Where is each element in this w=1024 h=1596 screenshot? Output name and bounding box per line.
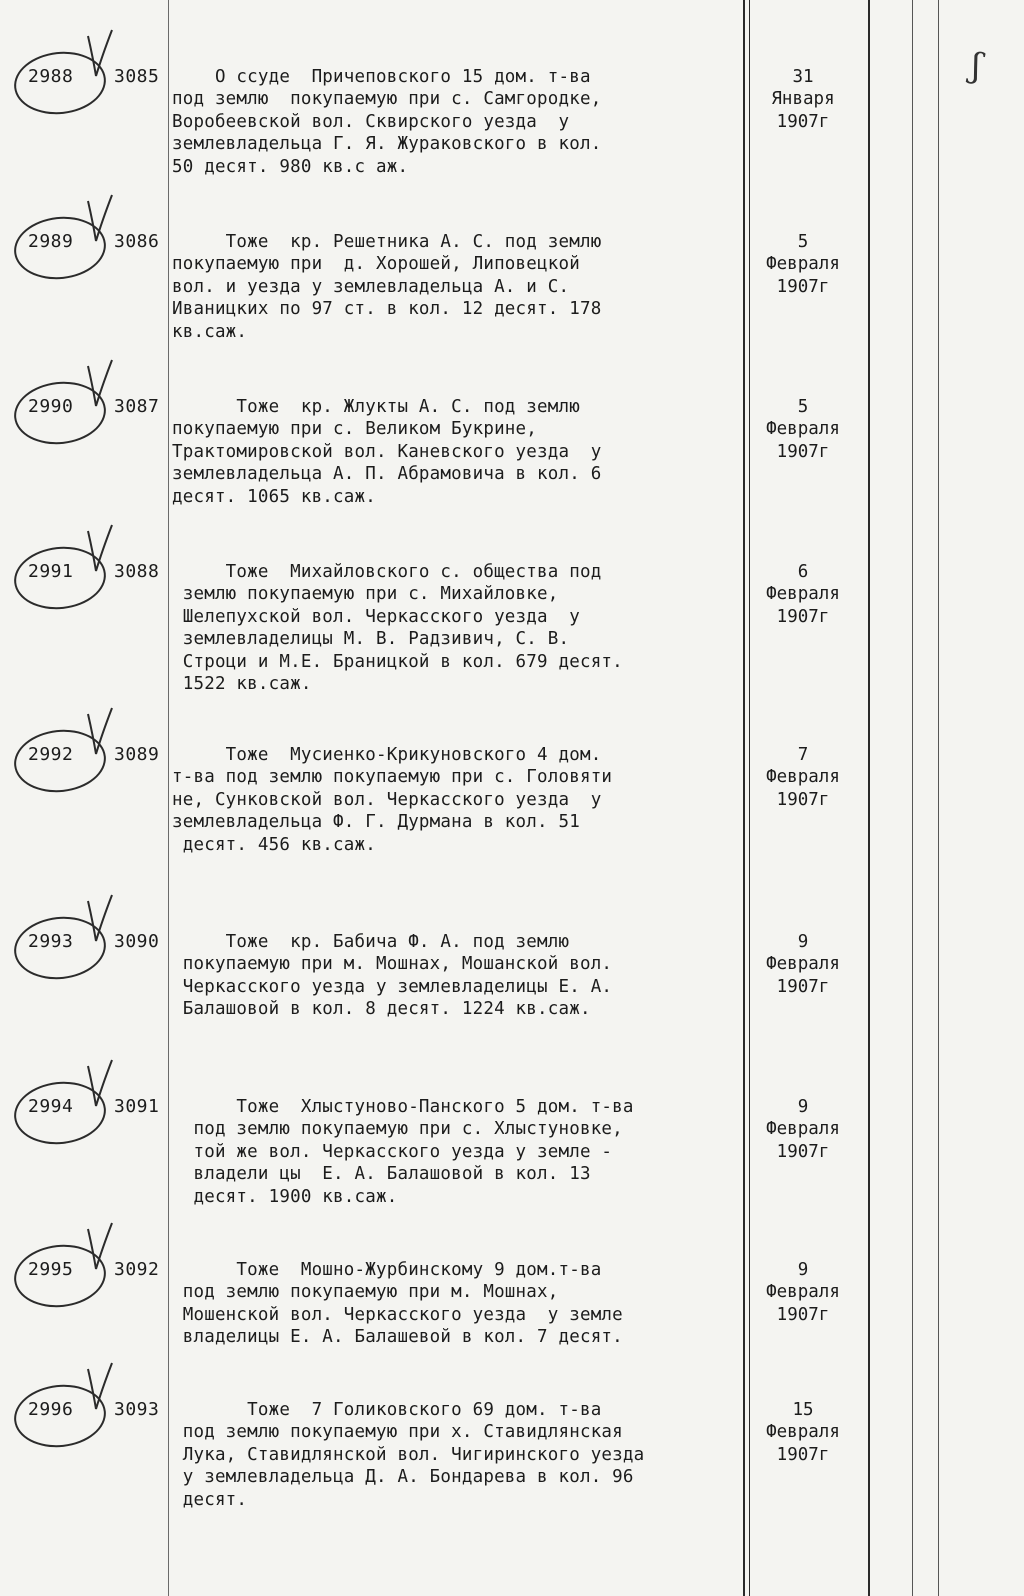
entry-date <box>748 1096 858 1163</box>
ledger-entry <box>0 1259 900 1419</box>
date-day: 9 <box>797 932 809 952</box>
entry-text: Тоже Мусиенко-Крикуновского 4 дом. т-ва под землю покупаемую при с. Головяти не, Сунковской вол. Черкасского уезда у землевладельца Ф. Г. Дурмана в кол. 51 десят. 456 кв.саж. <box>172 745 613 855</box>
date-year: 1907г <box>776 276 830 297</box>
ledger-entry <box>0 66 900 226</box>
date-month: Февраля <box>766 419 840 440</box>
date-month: Февраля <box>766 1119 840 1140</box>
date-month: Февраля <box>766 1422 840 1443</box>
handwritten-check-icon <box>84 893 114 945</box>
case-number: 3092 <box>114 1259 160 1280</box>
entry-text: О ссуде Причеповского 15 дом. т-ва под землю покупаемую при с. Самгородке, Воробеевской вол. Сквирского уезда у землевладельца Г. Я. Жураковского в кол. 50 десят. 980 кв.с аж. <box>172 67 602 177</box>
handwritten-check-icon <box>84 1221 114 1273</box>
date-year: 1907г <box>776 1141 830 1162</box>
date-year: 1907г <box>776 111 830 132</box>
handwritten-check-icon <box>84 1361 114 1413</box>
case-number: 3085 <box>114 66 160 87</box>
date-month: Февраля <box>766 584 840 605</box>
date-day: 5 <box>797 232 809 252</box>
entry-text: Тоже Хлыстуново-Панского 5 дом. т-ва под землю покупаемую при с. Хлыстуновке, той же вол. Черкасского уезда у земле - владели цы Е. А. Балашовой в кол. 13 десят. 1900 кв.саж. <box>193 1097 634 1207</box>
date-day: 15 <box>792 1400 814 1420</box>
handwritten-check-icon <box>84 28 114 80</box>
entry-date <box>748 561 858 628</box>
handwritten-check-icon <box>84 523 114 575</box>
date-day: 6 <box>797 562 809 582</box>
inventory-number: 2988 <box>28 66 74 87</box>
margin-rule-1 <box>912 0 913 1596</box>
entry-date <box>748 231 858 298</box>
date-month: Января <box>771 89 835 110</box>
ledger-entry <box>0 1096 900 1256</box>
date-day: 31 <box>792 67 814 87</box>
entry-date <box>748 1259 858 1326</box>
ledger-entry <box>0 396 900 556</box>
ledger-entry <box>0 231 900 391</box>
entry-text: Тоже Михайловского с. общества под землю покупаемую при с. Михайловке, Шелепухской вол. Черкасского уезда у землевладелицы М. В. Радзивич, С. В. Строци и М.Е. Браницкой в кол. 679 десят. 1522 кв.саж. <box>182 562 623 695</box>
case-number: 3086 <box>114 231 160 252</box>
date-year: 1907г <box>776 1444 830 1465</box>
handwritten-check-icon <box>84 358 114 410</box>
entry-text: Тоже Мошно-Журбинскому 9 дом.т-ва под землю покупаемую при м. Мошнах, Мошенской вол. Черкасского уезда у земле владелицы Е. А. Балашевой в кол. 7 десят. <box>182 1260 623 1348</box>
inventory-number: 2996 <box>28 1399 74 1420</box>
case-number: 3090 <box>114 931 160 952</box>
margin-rule-2 <box>938 0 939 1596</box>
case-number: 3093 <box>114 1399 160 1420</box>
case-number: 3091 <box>114 1096 160 1117</box>
entry-date <box>748 931 858 998</box>
case-number: 3089 <box>114 744 160 765</box>
inventory-number: 2994 <box>28 1096 74 1117</box>
margin-handwritten-mark: ʃ <box>968 45 985 87</box>
entry-date <box>748 1399 858 1466</box>
date-year: 1907г <box>776 441 830 462</box>
inventory-number: 2990 <box>28 396 74 417</box>
entry-text: Тоже кр. Бабича Ф. А. под землю покупаемую при м. Мошнах, Мошанской вол. Черкасского уезда у землевладелицы Е. А. Балашовой в кол. 8 десят. 1224 кв.саж. <box>182 932 613 1020</box>
entry-date <box>748 396 858 463</box>
ledger-entry <box>0 1399 900 1559</box>
ledger-entry <box>0 931 900 1091</box>
date-month: Февраля <box>766 767 840 788</box>
date-day: 7 <box>797 745 809 765</box>
entry-date <box>748 66 858 133</box>
entry-date <box>748 744 858 811</box>
handwritten-check-icon <box>84 1058 114 1110</box>
inventory-number: 2992 <box>28 744 74 765</box>
date-day: 9 <box>797 1097 809 1117</box>
entry-text: Тоже кр. Решетника А. С. под землю покупаемую при д. Хорошей, Липовецкой вол. и уезда у землевладельца А. и С. Иваницких по 97 ст. в кол. 12 десят. 178 кв.саж. <box>172 232 602 342</box>
date-month: Февраля <box>766 1282 840 1303</box>
handwritten-check-icon <box>84 706 114 758</box>
inventory-number: 2995 <box>28 1259 74 1280</box>
date-month: Февраля <box>766 254 840 275</box>
date-year: 1907г <box>776 789 830 810</box>
case-number: 3088 <box>114 561 160 582</box>
date-year: 1907г <box>776 606 830 627</box>
handwritten-check-icon <box>84 193 114 245</box>
ledger-entry <box>0 561 900 721</box>
date-year: 1907г <box>776 976 830 997</box>
date-month: Февраля <box>766 954 840 975</box>
case-number: 3087 <box>114 396 160 417</box>
ledger-entry <box>0 744 900 904</box>
inventory-number: 2989 <box>28 231 74 252</box>
date-day: 5 <box>797 397 809 417</box>
date-year: 1907г <box>776 1304 830 1325</box>
entry-text: Тоже кр. Жлукты А. С. под землю покупаемую при с. Великом Букрине, Трактомировской вол. Каневского уезда у землевладельца А. П. Абрамовича в кол. 6 десят. 1065 кв.саж. <box>172 397 602 507</box>
entry-text: Тоже 7 Голиковского 69 дом. т-ва под землю покупаемую при х. Ставидлянская Лука, Ставидлянской вол. Чигиринского уезда у землевладельца Д. А. Бондарева в кол. 96 десят. <box>182 1400 645 1510</box>
inventory-number: 2991 <box>28 561 74 582</box>
inventory-number: 2993 <box>28 931 74 952</box>
date-day: 9 <box>797 1260 809 1280</box>
